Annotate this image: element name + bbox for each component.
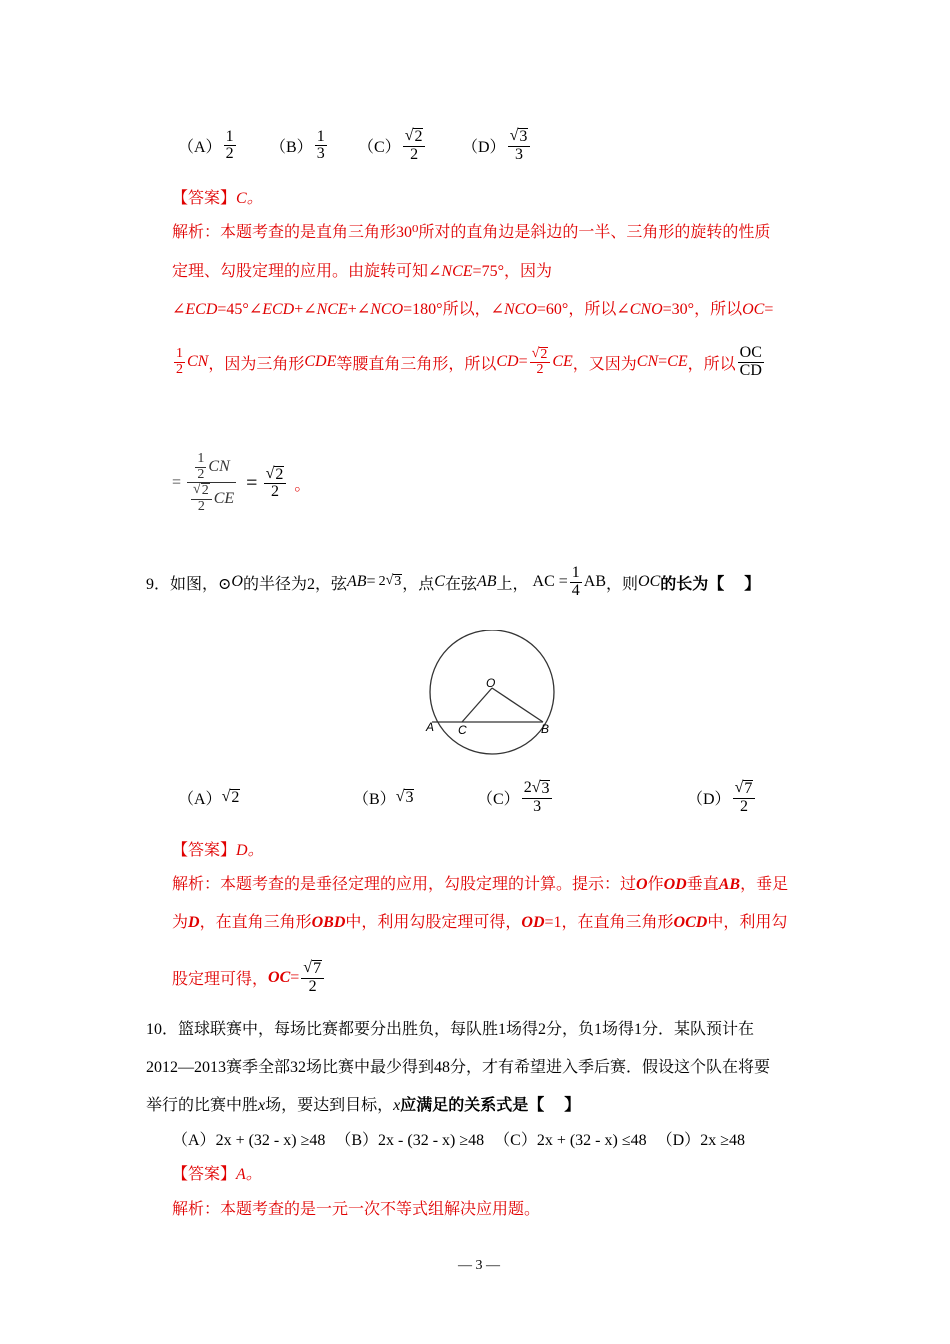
label-b: B (541, 722, 550, 736)
q9-option-b: （B） √ 3 (353, 787, 414, 809)
q8-explanation-line2: 定理、勾股定理的应用。由旋转可知∠NCE=75°，因为 (172, 263, 552, 280)
q10-option-c: （C）2x + (32 - x) ≤48 (494, 1132, 647, 1149)
q10-option-d: （D）2x ≥48 (656, 1132, 745, 1149)
label-o: O (486, 676, 496, 690)
label-a: A (426, 720, 435, 734)
page-number: — 3 — (458, 1258, 500, 1273)
q9-circle-figure (420, 630, 565, 760)
q9-explanation-line3: 股定理可得， OC = √ 7 2 (172, 960, 326, 996)
q10-stem-line3: 举行的比赛中胜x场，要达到目标，x应满足的关系式是【 】 (146, 1097, 581, 1114)
q8-option-b: （B） $\frac{1}{3}$ (270, 127, 325, 163)
q9-answer: 【答案】D。 (172, 842, 264, 859)
label-c: C (458, 723, 467, 737)
q10-answer: 【答案】A。 (172, 1166, 262, 1183)
q10-option-b: （B）2x - (32 - x) ≥48 (335, 1132, 485, 1149)
q9-option-c: （C） 2 √ 3 3 (477, 780, 687, 816)
q9-explanation-line2: 为D，在直角三角形OBD中，利用勾股定理可得，OD=1，在直角三角形OCD中，利用勾 (172, 914, 788, 931)
q8-explanation-line1: 解析：本题考查的是直角三角形30⁰所对的直角边是斜边的一半、三角形的旋转的性质 (172, 224, 771, 241)
q8-option-a: （A） $\frac{1}{2}$ (178, 127, 234, 163)
segment-ob (492, 688, 543, 722)
segment-oc (462, 688, 492, 722)
q10-options (172, 1127, 745, 1150)
q9-option-a: （A） √ 2 (178, 787, 240, 809)
q8-explanation-line3: ∠ECD=45°∠ECD+∠NCE+∠NCO=180°所以，∠NCO=60°，所以∠CNO=30°，所以OC= (172, 301, 774, 318)
circle-o (430, 630, 554, 754)
q9-explanation-line1: 解析：本题考查的是垂径定理的应用，勾股定理的计算。提示：过O作OD垂直AB，垂足 (172, 876, 789, 893)
q8-answer: 【答案】C。 (172, 190, 263, 207)
q8-explanation-line5: = $\frac{1}{2}$ CN √ 2 2 CE = √ 2 2 。 (172, 451, 311, 515)
q8-option-d: （D） √ 3 3 (462, 128, 532, 164)
q10-option-a: （A）2x + (32 - x) ≥48 (172, 1132, 326, 1149)
q10-stem-line1: 10．篮球联赛中，每场比赛都要分出胜负，每队胜1场得2分，负1场得1分．某队预计在 (146, 1021, 755, 1038)
q9-stem: 9．如图，⊙ O 的半径为2，弦 AB = 2 √ 3 ，点 C 在弦 AB 上， AC = $\frac{1}{4}$ AB ，则 OC 的长为【 】 (146, 564, 761, 599)
q8-options (178, 128, 532, 164)
q8-option-c: （C） √ 2 2 (358, 128, 462, 164)
q8-compound-fraction: $\frac{1}{2}$ CN √ 2 2 CE (183, 452, 240, 515)
q10-explanation: 解析：本题考查的是一元一次不等式组解决应用题。 (172, 1201, 541, 1218)
q9-options (178, 780, 757, 816)
q8-explanation-line4: $\frac{1}{2}$ CN ，因为三角形 CDE 等腰直角三角形，所以 CD = √ 2 2 CE ，又因为 CN = CE ，所以 $\frac{OC}{CD}$ (176, 344, 762, 379)
q10-stem-line2: 2012—2013赛季全部32场比赛中最少得到48分，才有希望进入季后赛．假设这个队在将要 (146, 1059, 771, 1076)
q9-option-d: （D） √ 7 2 (687, 780, 757, 816)
